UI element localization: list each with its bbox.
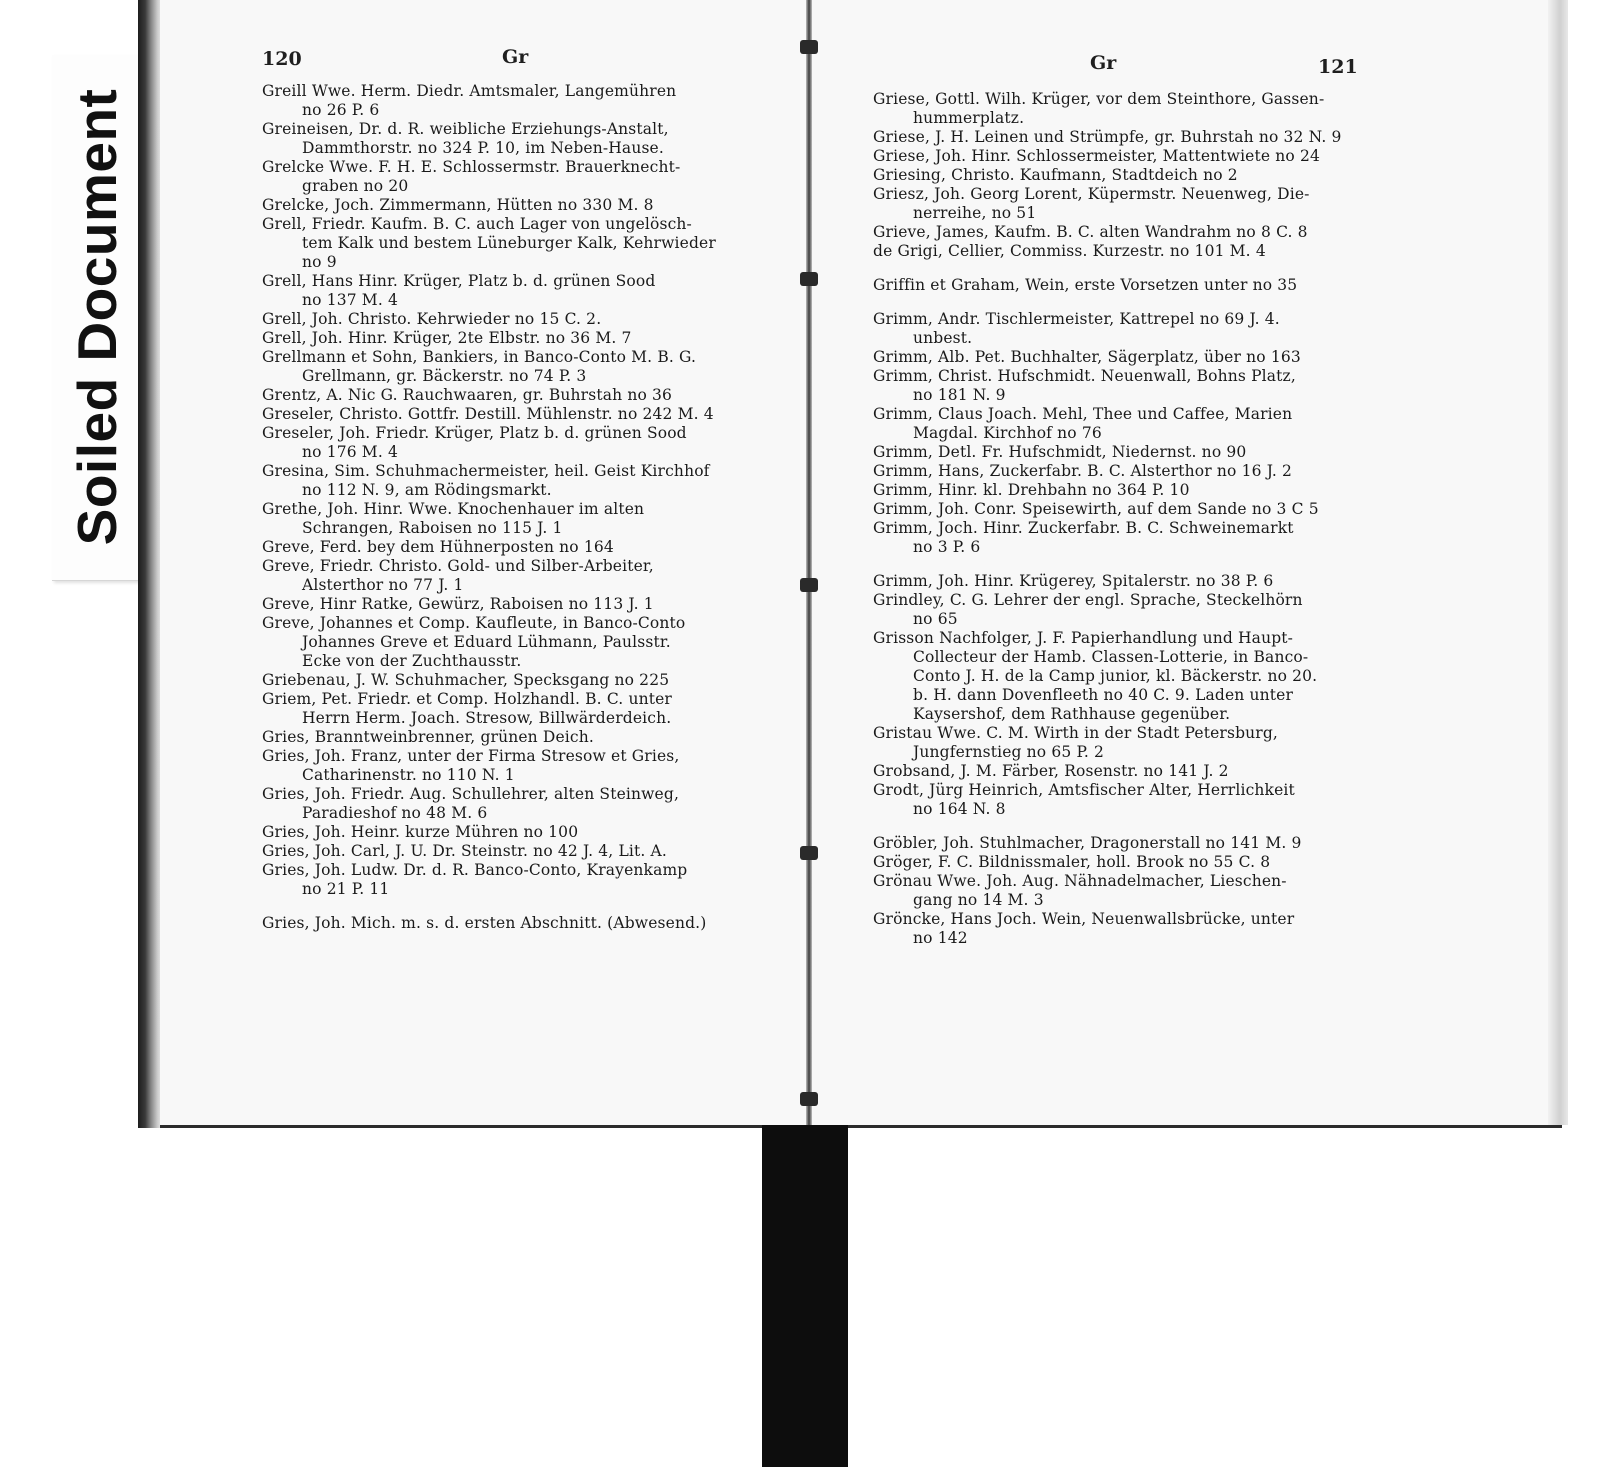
directory-entry xyxy=(873,910,1342,948)
directory-entry xyxy=(873,572,1342,591)
entry-line: Ecke von der Zuchthausstr. xyxy=(302,652,522,670)
entry-line: Grell, Joh. Hinr. Krüger, 2te Elbstr. no 36 M. 7 xyxy=(262,329,632,347)
entry-line: Gries, Joh. Heinr. kurze Mühren no 100 xyxy=(262,823,579,841)
entry-gap xyxy=(262,899,716,914)
entry-line: Greseler, Joh. Friedr. Krüger, Platz b. d. grünen Sood xyxy=(262,424,687,442)
page-number-left: 120 xyxy=(262,48,302,70)
entry-line: Gries, Joh. Mich. m. s. d. ersten Abschnitt. (Abwesend.) xyxy=(262,914,707,932)
directory-entry xyxy=(262,785,716,823)
entry-line: Grellmann et Sohn, Bankiers, in Banco-Conto M. B. G. xyxy=(262,348,697,366)
directory-entry xyxy=(873,166,1342,185)
entry-line: Dammthorstr. no 324 P. 10, im Neben-Hause. xyxy=(302,139,664,157)
directory-entry xyxy=(873,443,1342,462)
directory-entry xyxy=(873,462,1342,481)
entry-line: Grimm, Joch. Hinr. Zuckerfabr. B. C. Schweinemarkt xyxy=(873,519,1294,537)
directory-entry xyxy=(873,367,1342,405)
directory-entry xyxy=(873,500,1342,519)
entry-line: Grimm, Christ. Hufschmidt. Neuenwall, Bohns Platz, xyxy=(873,367,1296,385)
directory-entry xyxy=(873,781,1342,819)
entry-line: Grelcke, Joch. Zimmermann, Hütten no 330 M. 8 xyxy=(262,196,654,214)
directory-entry xyxy=(873,276,1342,295)
entry-line: no 142 xyxy=(913,929,968,947)
entry-line: no 21 P. 11 xyxy=(302,880,390,898)
entry-line: Grimm, Claus Joach. Mehl, Thee und Caffee, Marien xyxy=(873,405,1293,423)
entry-line: no 112 N. 9, am Rödingsmarkt. xyxy=(302,481,552,499)
entry-line: Grelcke Wwe. F. H. E. Schlossermstr. Brauerknecht- xyxy=(262,158,681,176)
entry-line: Schrangen, Raboisen no 115 J. 1 xyxy=(302,519,563,537)
directory-entry xyxy=(873,834,1342,853)
entry-line: Grimm, Joh. Conr. Speisewirth, auf dem Sande no 3 C 5 xyxy=(873,500,1319,518)
directory-entry xyxy=(262,405,716,424)
directory-entry xyxy=(873,481,1342,500)
entry-line: Grimm, Hans, Zuckerfabr. B. C. Alsterthor no 16 J. 2 xyxy=(873,462,1293,480)
entry-line: Gröbler, Joh. Stuhlmacher, Dragonerstall no 141 M. 9 xyxy=(873,834,1302,852)
directory-entry xyxy=(873,724,1342,762)
page-number-right: 121 xyxy=(1318,56,1358,78)
entry-line: Griesz, Joh. Georg Lorent, Küpermstr. Neuenweg, Die- xyxy=(873,185,1310,203)
directory-entry xyxy=(873,90,1342,128)
binding-stitch xyxy=(800,578,818,592)
directory-entry xyxy=(262,747,716,785)
entry-line: no 181 N. 9 xyxy=(913,386,1006,404)
directory-entry xyxy=(262,823,716,842)
entry-line: no 3 P. 6 xyxy=(913,538,981,556)
right-page-edge xyxy=(1548,0,1568,1125)
entry-line: Gries, Joh. Friedr. Aug. Schullehrer, alten Steinweg, xyxy=(262,785,680,803)
entry-line: Gries, Joh. Ludw. Dr. d. R. Banco-Conto, Krayenkamp xyxy=(262,861,688,879)
entry-line: no 176 M. 4 xyxy=(302,443,398,461)
entry-line: Paradieshof no 48 M. 6 xyxy=(302,804,488,822)
entry-line: Grellmann, gr. Bäckerstr. no 74 P. 3 xyxy=(302,367,587,385)
running-head-left: Gr xyxy=(502,46,529,68)
entry-line: Catharinenstr. no 110 N. 1 xyxy=(302,766,515,784)
directory-entry xyxy=(262,842,716,861)
entry-line: Grieve, James, Kaufm. B. C. alten Wandrahm no 8 C. 8 xyxy=(873,223,1308,241)
directory-entry xyxy=(262,728,716,747)
entry-line: Grimm, Joh. Hinr. Krügerey, Spitalerstr. no 38 P. 6 xyxy=(873,572,1274,590)
directory-entry xyxy=(262,500,716,538)
directory-entry xyxy=(262,424,716,462)
entry-line: graben no 20 xyxy=(302,177,409,195)
directory-entry xyxy=(262,120,716,158)
directory-entry xyxy=(873,348,1342,367)
right-entry-list xyxy=(873,90,1342,948)
entry-line: Grobsand, J. M. Färber, Rosenstr. no 141 J. 2 xyxy=(873,762,1229,780)
directory-entry xyxy=(262,348,716,386)
entry-line: Grethe, Joh. Hinr. Wwe. Knochenhauer im alten xyxy=(262,500,645,518)
entry-line: Greseler, Christo. Gottfr. Destill. Mühlenstr. no 242 M. 4 xyxy=(262,405,714,423)
book-edge xyxy=(138,0,162,1128)
entry-line: Herrn Herm. Joach. Stresow, Billwärderdeich. xyxy=(302,709,672,727)
entry-line: Grindley, C. G. Lehrer der engl. Sprache, Steckelhörn xyxy=(873,591,1303,609)
entry-line: gang no 14 M. 3 xyxy=(913,891,1044,909)
binding-stitch xyxy=(800,272,818,286)
entry-line: Gries, Branntweinbrenner, grünen Deich. xyxy=(262,728,594,746)
binding-stitch xyxy=(800,846,818,860)
directory-entry xyxy=(873,405,1342,443)
entry-line: no 26 P. 6 xyxy=(302,101,380,119)
directory-entry xyxy=(873,242,1342,261)
directory-entry xyxy=(873,872,1342,910)
entry-line: Griesing, Christo. Kaufmann, Stadtdeich no 2 xyxy=(873,166,1238,184)
entry-line: b. H. dann Dovenfleeth no 40 C. 9. Laden unter xyxy=(913,686,1294,704)
entry-line: Greve, Johannes et Comp. Kaufleute, in Banco-Conto xyxy=(262,614,686,632)
entry-line: no 137 M. 4 xyxy=(302,291,398,309)
entry-line: Griem, Pet. Friedr. et Comp. Holzhandl. B. C. unter xyxy=(262,690,672,708)
entry-line: Conto J. H. de la Camp junior, kl. Bäckerstr. no 20. xyxy=(913,667,1318,685)
entry-line: Gries, Joh. Carl, J. U. Dr. Steinstr. no 42 J. 4, Lit. A. xyxy=(262,842,667,860)
directory-entry xyxy=(873,310,1342,348)
entry-gap xyxy=(873,295,1342,310)
entry-line: Gries, Joh. Franz, unter der Firma Stresow et Gries, xyxy=(262,747,680,765)
directory-entry xyxy=(262,462,716,500)
entry-line: Grell, Friedr. Kaufm. B. C. auch Lager von ungelösch- xyxy=(262,215,692,233)
entry-line: Grimm, Alb. Pet. Buchhalter, Sägerplatz, über no 163 xyxy=(873,348,1301,366)
directory-entry xyxy=(262,538,716,557)
directory-entry xyxy=(262,671,716,690)
entry-line: Johannes Greve et Eduard Lühmann, Paulsstr. xyxy=(302,633,671,651)
entry-gap xyxy=(873,261,1342,276)
entry-line: de Grigi, Cellier, Commiss. Kurzestr. no 101 M. 4 xyxy=(873,242,1266,260)
entry-line: Griese, Joh. Hinr. Schlossermeister, Mattentwiete no 24 xyxy=(873,147,1321,165)
binding-stitch xyxy=(800,40,818,54)
entry-line: hummerplatz. xyxy=(913,109,1025,127)
directory-entry xyxy=(262,861,716,899)
directory-entry xyxy=(262,215,716,272)
soiled-document-stamp xyxy=(52,55,143,581)
entry-line: Grimm, Andr. Tischlermeister, Kattrepel no 69 J. 4. xyxy=(873,310,1280,328)
entry-line: Jungfernstieg no 65 P. 2 xyxy=(913,743,1105,761)
directory-entry xyxy=(262,557,716,595)
entry-line: Griffin et Graham, Wein, erste Vorsetzen unter no 35 xyxy=(873,276,1298,294)
entry-line: Grell, Joh. Christo. Kehrwieder no 15 C. 2. xyxy=(262,310,602,328)
entry-line: Gröger, F. C. Bildnissmaler, holl. Brook no 55 C. 8 xyxy=(873,853,1271,871)
entry-line: Grentz, A. Nic G. Rauchwaaren, gr. Buhrstah no 36 xyxy=(262,386,673,404)
directory-entry xyxy=(262,914,716,933)
entry-line: Collecteur der Hamb. Classen-Lotterie, in Banco- xyxy=(913,648,1309,666)
entry-line: Greill Wwe. Herm. Diedr. Amtsmaler, Langemühren xyxy=(262,82,677,100)
directory-entry xyxy=(873,185,1342,223)
binding-stitch xyxy=(800,1092,818,1106)
entry-line: Grisson Nachfolger, J. F. Papierhandlung und Haupt- xyxy=(873,629,1294,647)
book-gutter xyxy=(806,0,812,1125)
directory-entry xyxy=(262,690,716,728)
entry-line: no 164 N. 8 xyxy=(913,800,1006,818)
directory-entry xyxy=(262,329,716,348)
entry-line: Griese, Gottl. Wilh. Krüger, vor dem Steinthore, Gassen- xyxy=(873,90,1325,108)
entry-gap xyxy=(873,557,1342,572)
directory-entry xyxy=(873,519,1342,557)
left-entry-list xyxy=(262,82,716,933)
entry-line: Gristau Wwe. C. M. Wirth in der Stadt Petersburg, xyxy=(873,724,1279,742)
directory-entry xyxy=(262,196,716,215)
entry-line: Griebenau, J. W. Schuhmacher, Specksgang no 225 xyxy=(262,671,670,689)
entry-line: nerreihe, no 51 xyxy=(913,204,1037,222)
directory-entry xyxy=(262,158,716,196)
entry-line: no 65 xyxy=(913,610,958,628)
directory-entry xyxy=(873,147,1342,166)
entry-line: Greve, Hinr Ratke, Gewürz, Raboisen no 113 J. 1 xyxy=(262,595,654,613)
entry-line: Grönau Wwe. Joh. Aug. Nähnadelmacher, Lieschen- xyxy=(873,872,1287,890)
running-head-right: Gr xyxy=(1090,52,1117,74)
directory-entry xyxy=(873,853,1342,872)
directory-entry xyxy=(873,629,1342,724)
directory-entry xyxy=(262,82,716,120)
entry-line: Grell, Hans Hinr. Krüger, Platz b. d. grünen Sood xyxy=(262,272,656,290)
directory-entry xyxy=(873,223,1342,242)
directory-entry xyxy=(873,762,1342,781)
entry-line: Greineisen, Dr. d. R. weibliche Erziehungs-Anstalt, xyxy=(262,120,669,138)
entry-line: Grodt, Jürg Heinrich, Amtsfischer Alter, Herrlichkeit xyxy=(873,781,1295,799)
stamp-label: Soiled Document xyxy=(66,88,128,546)
entry-line: Greve, Friedr. Christo. Gold- und Silber-Arbeiter, xyxy=(262,557,654,575)
entry-line: tem Kalk und bestem Lüneburger Kalk, Kehrwieder xyxy=(302,234,716,252)
entry-gap xyxy=(873,819,1342,834)
entry-line: unbest. xyxy=(913,329,973,347)
entry-line: Magdal. Kirchhof no 76 xyxy=(913,424,1102,442)
entry-line: Grimm, Detl. Fr. Hufschmidt, Niedernst. no 90 xyxy=(873,443,1247,461)
entry-line: Griese, J. H. Leinen und Strümpfe, gr. Buhrstah no 32 N. 9 xyxy=(873,128,1342,146)
entry-line: no 9 xyxy=(302,253,337,271)
entry-line: Grimm, Hinr. kl. Drehbahn no 364 P. 10 xyxy=(873,481,1190,499)
directory-entry xyxy=(873,591,1342,629)
directory-entry xyxy=(262,614,716,671)
directory-entry xyxy=(873,128,1342,147)
bookmark-ribbon xyxy=(762,1125,848,1467)
directory-entry xyxy=(262,386,716,405)
entry-line: Greve, Ferd. bey dem Hühnerposten no 164 xyxy=(262,538,614,556)
directory-entry xyxy=(262,310,716,329)
directory-entry xyxy=(262,272,716,310)
directory-entry xyxy=(262,595,716,614)
entry-line: Gröncke, Hans Joch. Wein, Neuenwallsbrücke, unter xyxy=(873,910,1295,928)
entry-line: Gresina, Sim. Schuhmachermeister, heil. Geist Kirchhof xyxy=(262,462,710,480)
entry-line: Kaysershof, dem Rathhause gegenüber. xyxy=(913,705,1231,723)
entry-line: Alsterthor no 77 J. 1 xyxy=(302,576,464,594)
